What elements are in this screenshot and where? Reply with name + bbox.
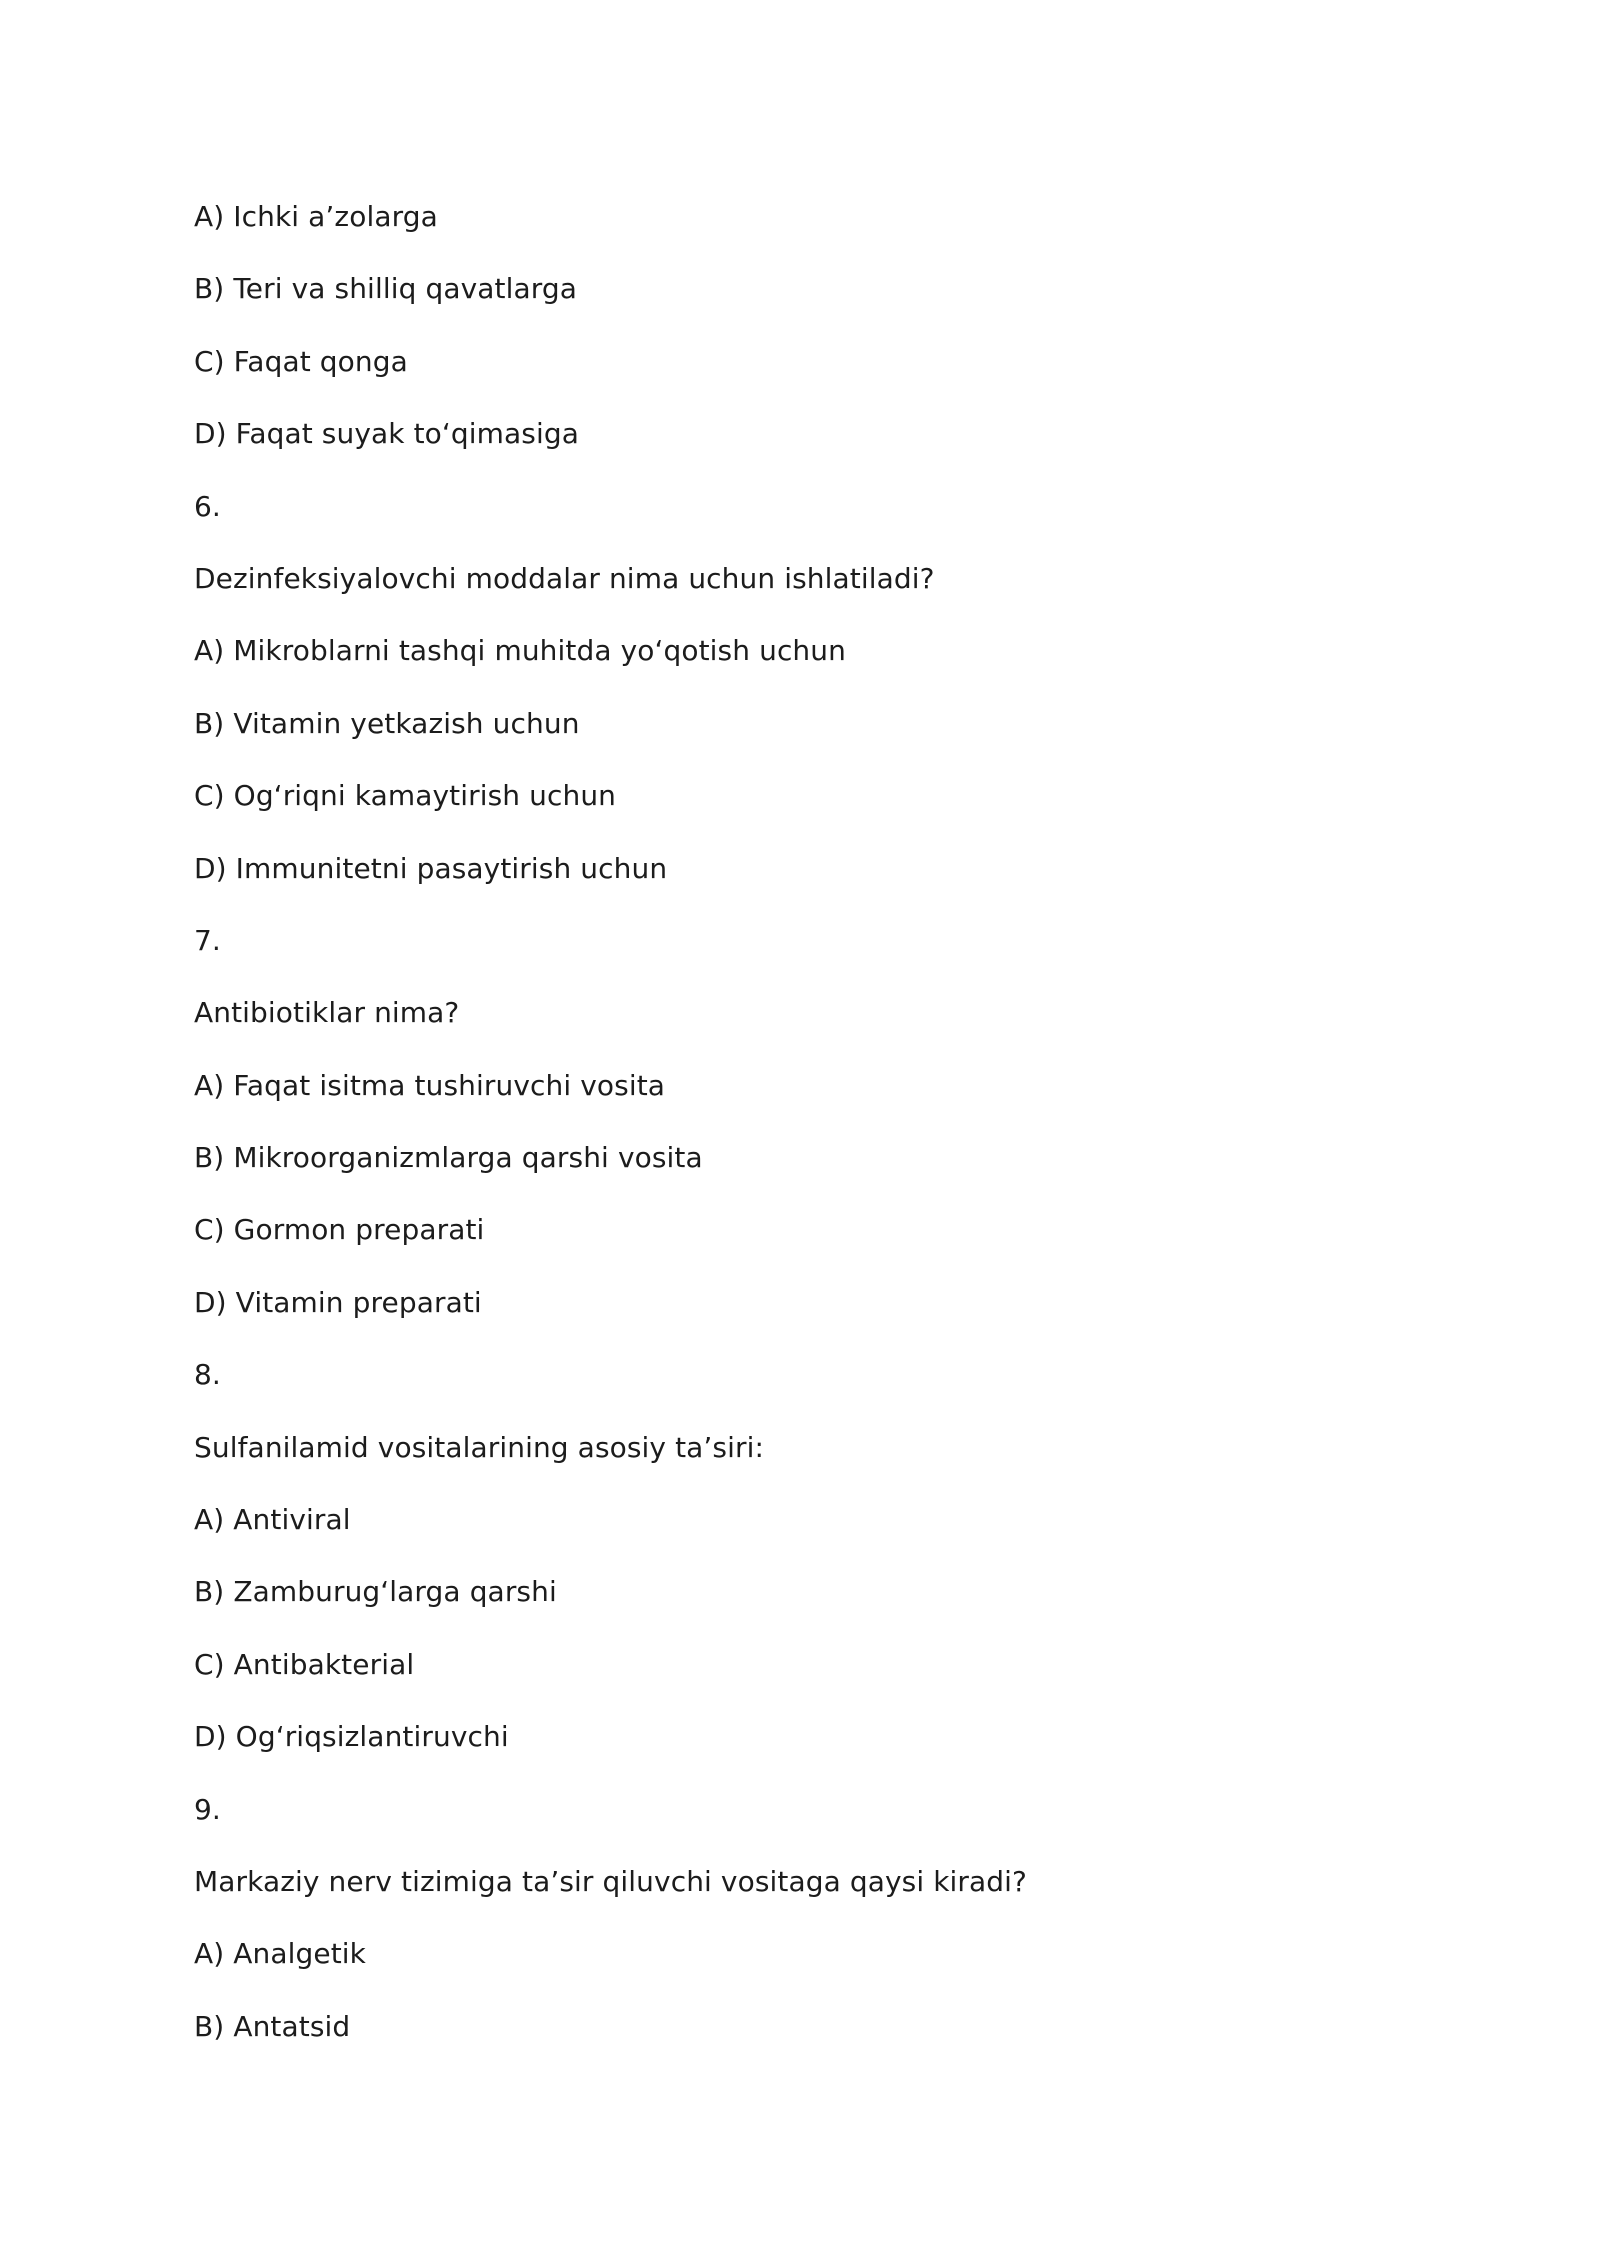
answer-option: C) Og‘riqni kamaytirish uchun	[194, 779, 617, 813]
answer-option: B) Zamburug‘larga qarshi	[194, 1575, 557, 1609]
answer-option: C) Faqat qonga	[194, 344, 408, 378]
answer-option: A) Mikroblarni tashqi muhitda yo‘qotish uchun	[194, 634, 846, 668]
answer-option: B) Antatsid	[194, 2009, 351, 2043]
answer-option: D) Og‘riqsizlantiruvchi	[194, 1720, 509, 1754]
answer-option: A) Antiviral	[194, 1503, 351, 1537]
answer-option: D) Vitamin preparati	[194, 1285, 482, 1319]
answer-option: C) Gormon preparati	[194, 1213, 485, 1247]
question-text: Antibiotiklar nima?	[194, 996, 460, 1030]
question-number: 8.	[194, 1358, 221, 1392]
answer-option: A) Ichki a’zolarga	[194, 200, 438, 233]
answer-option: A) Analgetik	[194, 1937, 366, 1971]
question-number: 9.	[194, 1792, 221, 1826]
answer-option: C) Antibakterial	[194, 1647, 415, 1681]
question-9	[194, 1774, 1494, 2064]
answer-option: B) Vitamin yetkazish uchun	[194, 706, 580, 740]
answer-option: D) Immunitetni pasaytirish uchun	[194, 851, 668, 885]
question-7	[194, 905, 1494, 1339]
question-6	[194, 471, 1494, 905]
answer-option: B) Mikroorganizmlarga qarshi vosita	[194, 1141, 703, 1175]
continued-question-5	[194, 181, 1494, 471]
question-8	[194, 1339, 1494, 1773]
question-number: 7.	[194, 923, 221, 957]
answer-option: D) Faqat suyak to‘qimasiga	[194, 417, 579, 451]
question-text: Dezinfeksiyalovchi moddalar nima uchun ishlatiladi?	[194, 561, 935, 595]
answer-option: A) Faqat isitma tushiruvchi vosita	[194, 1068, 666, 1102]
question-number: 6.	[194, 489, 221, 523]
quiz-content	[194, 181, 1494, 2063]
question-text: Markaziy nerv tizimiga ta’sir qiluvchi vositaga qaysi kiradi?	[194, 1864, 1028, 1898]
question-text: Sulfanilamid vositalarining asosiy ta’siri:	[194, 1430, 765, 1464]
answer-option: B) Teri va shilliq qavatlarga	[194, 272, 577, 306]
